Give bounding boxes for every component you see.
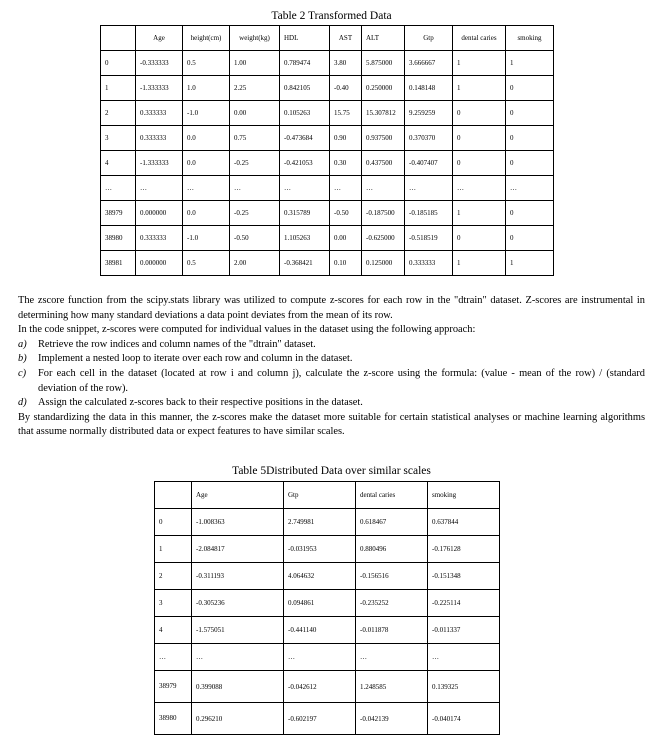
table-cell: 0.148148 — [405, 76, 453, 101]
table-cell: 0 — [506, 76, 554, 101]
table-cell: -1.333333 — [136, 76, 183, 101]
table-cell: 3.666667 — [405, 51, 453, 76]
table-cell: … — [192, 644, 284, 671]
table-cell: 0.842105 — [280, 76, 330, 101]
table-cell: 0.75 — [230, 126, 280, 151]
table-cell: 0.0 — [183, 151, 230, 176]
table-cell: 0.250000 — [362, 76, 405, 101]
table2-header-cell: Gtp — [284, 482, 356, 509]
table-cell: -0.602197 — [284, 703, 356, 735]
table-cell: 0.105263 — [280, 101, 330, 126]
row-index-cell: … — [155, 644, 192, 671]
table-row — [155, 703, 500, 735]
table-cell: 0.333333 — [405, 251, 453, 276]
table-cell: 0.637844 — [428, 509, 500, 536]
table-row — [155, 590, 500, 617]
body-text — [18, 294, 645, 440]
table2-caption: Table 5Distributed Data over similar scales — [232, 465, 431, 477]
table-cell: 0.0 — [183, 126, 230, 151]
table2-header-cell — [155, 482, 192, 509]
table-cell: 2.749981 — [284, 509, 356, 536]
table-cell: -0.50 — [230, 226, 280, 251]
row-index-cell: 4 — [155, 617, 192, 644]
list-item — [18, 338, 645, 353]
table-cell: 0.90 — [330, 126, 362, 151]
table-cell: -0.235252 — [356, 590, 428, 617]
table-cell: -0.011878 — [356, 617, 428, 644]
table-cell: 0.000000 — [136, 251, 183, 276]
paragraph: By standardizing the data in this manner, the z-scores make the dataset more suitable for certain statistical analyses or machine learning algorithms that assume normally distributed data or expect features to have similar scales. — [18, 411, 645, 438]
table-cell: 0.315789 — [280, 201, 330, 226]
table-cell: -0.625000 — [362, 226, 405, 251]
table-row — [101, 101, 554, 126]
table-cell: -0.421053 — [280, 151, 330, 176]
table-cell: -0.156516 — [356, 563, 428, 590]
table-row — [101, 176, 554, 201]
paragraph: The zscore function from the scipy.stats library was utilized to compute z-scores for each row in the "dtrain" dataset. Z-scores are instrumental in determining how many standard deviations a data point deviates from the mean of its row. — [18, 295, 645, 321]
table-row — [155, 671, 500, 703]
table2-header-cell: Age — [192, 482, 284, 509]
table-cell: 0.880496 — [356, 536, 428, 563]
table1-header-cell: Gtp — [405, 26, 453, 51]
table-cell: … — [356, 644, 428, 671]
list-marker: a) — [18, 338, 27, 350]
table-row — [101, 76, 554, 101]
table-cell: -0.185185 — [405, 201, 453, 226]
table-cell: -0.50 — [330, 201, 362, 226]
table-cell: -0.225114 — [428, 590, 500, 617]
table-cell: 1.105263 — [280, 226, 330, 251]
table1-header-cell: weight(kg) — [230, 26, 280, 51]
row-index-cell: 2 — [155, 563, 192, 590]
list-item-text: Assign the calculated z-scores back to their respective positions in the dataset. — [38, 397, 363, 409]
table-cell: 1 — [506, 251, 554, 276]
table-cell: … — [280, 176, 330, 201]
row-index-cell: 2 — [101, 101, 136, 126]
table-cell: 9.259259 — [405, 101, 453, 126]
table-row — [155, 536, 500, 563]
table2-header-cell: dental caries — [356, 482, 428, 509]
table-cell: 0.437500 — [362, 151, 405, 176]
table-cell: 1 — [453, 201, 506, 226]
row-index-cell: 3 — [101, 126, 136, 151]
table1-header-cell: ALT — [362, 26, 405, 51]
table1-header-cell: dental caries — [453, 26, 506, 51]
table-cell: 0.5 — [183, 51, 230, 76]
table-cell: 1 — [506, 51, 554, 76]
table-cell: 0.139325 — [428, 671, 500, 703]
table-cell: -0.333333 — [136, 51, 183, 76]
table-cell: … — [453, 176, 506, 201]
table1-header-cell: HDL — [280, 26, 330, 51]
table1-header-cell: AST — [330, 26, 362, 51]
table-cell: 0.30 — [330, 151, 362, 176]
table1-header-cell — [101, 26, 136, 51]
table-cell: 0.094861 — [284, 590, 356, 617]
table-cell: 1.00 — [230, 51, 280, 76]
table-cell: 5.875000 — [362, 51, 405, 76]
table-cell: … — [405, 176, 453, 201]
table-cell: 0.333333 — [136, 126, 183, 151]
table-cell: -1.0 — [183, 101, 230, 126]
table-cell: 0.125000 — [362, 251, 405, 276]
row-index-cell: 3 — [155, 590, 192, 617]
table-cell: 0.000000 — [136, 201, 183, 226]
table-cell: 1 — [453, 76, 506, 101]
table-cell: -0.311193 — [192, 563, 284, 590]
table-cell: -0.042612 — [284, 671, 356, 703]
table-cell: -0.407407 — [405, 151, 453, 176]
table-cell: -0.25 — [230, 201, 280, 226]
table-cell: -0.40 — [330, 76, 362, 101]
table-cell: 15.307812 — [362, 101, 405, 126]
table-cell: … — [506, 176, 554, 201]
distributed-data-table — [154, 481, 500, 735]
table-row — [155, 563, 500, 590]
table-cell: -1.333333 — [136, 151, 183, 176]
table-cell: 0.00 — [230, 101, 280, 126]
row-index-cell: 4 — [101, 151, 136, 176]
table-cell: -1.0 — [183, 226, 230, 251]
table1-caption: Table 2 Transformed Data — [271, 10, 392, 22]
table-cell: -0.031953 — [284, 536, 356, 563]
table-cell: … — [428, 644, 500, 671]
row-index-cell: … — [101, 176, 136, 201]
table-cell: 0 — [506, 151, 554, 176]
table-cell: … — [330, 176, 362, 201]
table1-header-row — [101, 26, 554, 51]
table-cell: 0.10 — [330, 251, 362, 276]
table1-header-cell: smoking — [506, 26, 554, 51]
table-cell: 0 — [453, 151, 506, 176]
table-cell: 0.296210 — [192, 703, 284, 735]
row-index-cell: 38980 — [101, 226, 136, 251]
table-cell: 1.0 — [183, 76, 230, 101]
table-cell: 0 — [453, 226, 506, 251]
list-item-text: Implement a nested loop to iterate over each row and column in the dataset. — [38, 353, 353, 365]
table-cell: -0.473684 — [280, 126, 330, 151]
list-item — [18, 352, 645, 367]
table-cell: 0.618467 — [356, 509, 428, 536]
table-cell: -0.368421 — [280, 251, 330, 276]
table1-header-cell: Age — [136, 26, 183, 51]
table-cell: -1.575051 — [192, 617, 284, 644]
table-row — [101, 201, 554, 226]
table-cell: 0 — [506, 101, 554, 126]
table-row — [101, 126, 554, 151]
table-cell: … — [284, 644, 356, 671]
table-row — [101, 226, 554, 251]
row-index-cell: 38981 — [101, 251, 136, 276]
row-index-cell: 0 — [155, 509, 192, 536]
table-cell: 0.333333 — [136, 226, 183, 251]
row-index-cell: 1 — [101, 76, 136, 101]
table-cell: … — [362, 176, 405, 201]
table-cell: 1 — [453, 51, 506, 76]
paragraph: In the code snippet, z-scores were computed for individual values in the dataset using the following approach: — [18, 324, 476, 336]
table-cell: 15.75 — [330, 101, 362, 126]
table-row — [101, 51, 554, 76]
table-cell: 0.399088 — [192, 671, 284, 703]
table-cell: 0.00 — [330, 226, 362, 251]
transformed-data-table — [100, 25, 554, 276]
row-index-cell: 0 — [101, 51, 136, 76]
row-index-cell: 38979 — [155, 671, 192, 703]
list-marker: c) — [18, 367, 27, 379]
table-cell: … — [136, 176, 183, 201]
table-cell: -2.084817 — [192, 536, 284, 563]
table-cell: 1 — [453, 251, 506, 276]
steps-list — [18, 338, 645, 411]
list-item-text: For each cell in the dataset (located at row i and column j), calculate the z-score using the formula: (value - mean of the row) / (standard deviation of the row). — [38, 367, 645, 394]
table-cell: -0.011337 — [428, 617, 500, 644]
table-cell: 0 — [506, 201, 554, 226]
table-row — [155, 644, 500, 671]
table-row — [155, 509, 500, 536]
table-cell: 0.937500 — [362, 126, 405, 151]
table-cell: -0.441140 — [284, 617, 356, 644]
table-cell: -0.042139 — [356, 703, 428, 735]
table-cell: 0.5 — [183, 251, 230, 276]
table-cell: 0.333333 — [136, 101, 183, 126]
row-index-cell: 38980 — [155, 703, 192, 735]
table-cell: -0.176128 — [428, 536, 500, 563]
row-index-cell: 1 — [155, 536, 192, 563]
row-index-cell: 38979 — [101, 201, 136, 226]
table-cell: -0.25 — [230, 151, 280, 176]
table-cell: -0.040174 — [428, 703, 500, 735]
table-cell: 0.789474 — [280, 51, 330, 76]
table-cell: 0.0 — [183, 201, 230, 226]
table1-header-cell: height(cm) — [183, 26, 230, 51]
table-cell: 0 — [506, 226, 554, 251]
table-row — [101, 251, 554, 276]
table-cell: 4.064632 — [284, 563, 356, 590]
table-cell: 0.370370 — [405, 126, 453, 151]
table-cell: -0.518519 — [405, 226, 453, 251]
table-cell: 0 — [453, 101, 506, 126]
table-cell: -1.008363 — [192, 509, 284, 536]
list-item-text: Retrieve the row indices and column names of the "dtrain" dataset. — [38, 338, 316, 350]
table-cell: … — [230, 176, 280, 201]
table-cell: 0 — [506, 126, 554, 151]
list-marker: d) — [18, 397, 27, 409]
table-cell: 1.248585 — [356, 671, 428, 703]
list-marker: b) — [18, 353, 27, 365]
table-cell: 3.80 — [330, 51, 362, 76]
table-cell: 0 — [453, 126, 506, 151]
table-cell: 2.25 — [230, 76, 280, 101]
table-cell: -0.187500 — [362, 201, 405, 226]
table-cell: -0.305236 — [192, 590, 284, 617]
table-row — [155, 617, 500, 644]
list-item — [18, 396, 645, 411]
table-cell: 2.00 — [230, 251, 280, 276]
table2-header-row — [155, 482, 500, 509]
table-row — [101, 151, 554, 176]
table-cell: -0.151348 — [428, 563, 500, 590]
list-item — [18, 367, 645, 396]
table-cell: … — [183, 176, 230, 201]
table2-header-cell: smoking — [428, 482, 500, 509]
